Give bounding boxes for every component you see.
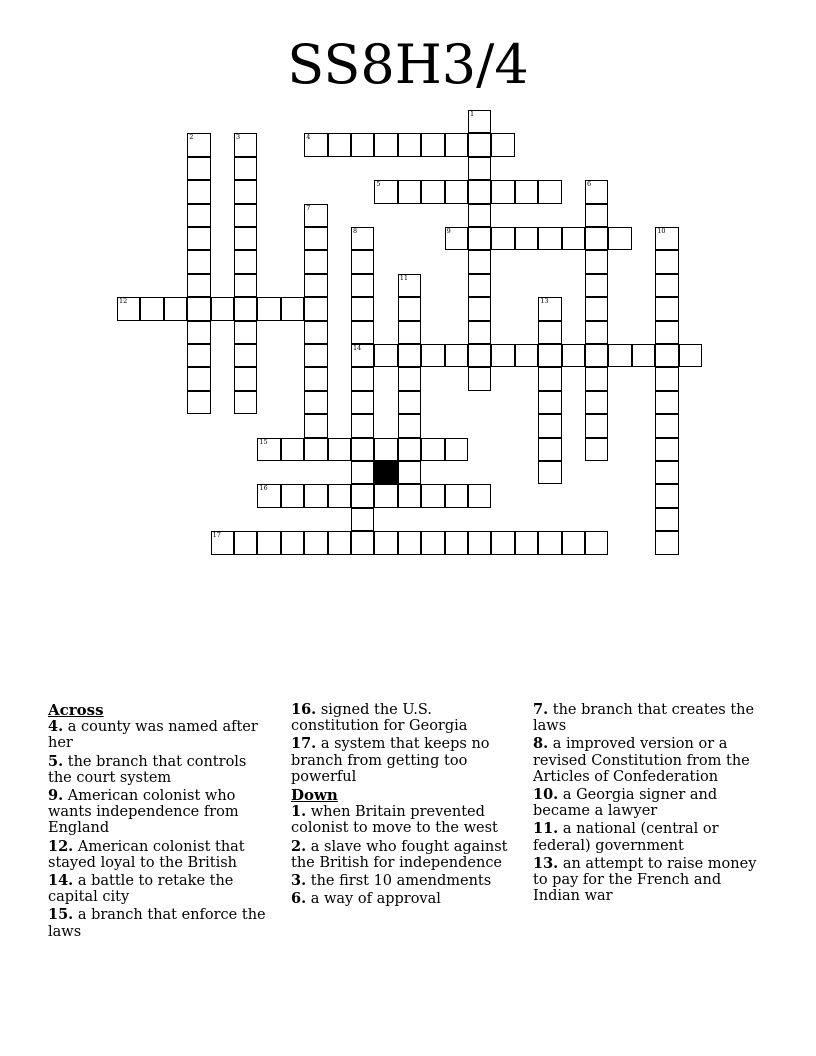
grid-cell[interactable] [351,250,374,273]
grid-cell[interactable] [585,227,608,250]
grid-cell[interactable] [351,297,374,320]
grid-cell[interactable] [655,484,678,507]
grid-cell[interactable] [351,484,374,507]
grid-cell[interactable] [304,344,327,367]
grid-cell[interactable] [164,297,187,320]
cell-number: 4 [306,133,311,142]
grid-cell[interactable] [585,204,608,227]
grid-cell[interactable] [538,461,561,484]
grid-cell[interactable] [211,531,234,554]
grid-cell[interactable] [257,438,280,461]
cell-number: 5 [376,180,381,189]
grid-cell[interactable] [304,204,327,227]
grid-cell[interactable] [468,157,491,180]
grid-cell[interactable] [468,227,491,250]
clue-number: 14. [48,872,74,890]
cell-number: 1 [470,110,475,118]
cell-number: 8 [353,227,358,235]
clue-text: American colonist who wants independence from England [48,788,239,837]
grid-cell[interactable] [351,508,374,531]
grid-cell[interactable] [421,180,444,203]
grid-cell[interactable] [655,438,678,461]
grid-cell[interactable] [632,344,655,367]
grid-cell[interactable] [281,438,304,461]
grid-cell[interactable] [538,367,561,390]
grid-cell[interactable] [351,321,374,344]
grid-cell[interactable] [468,321,491,344]
grid-cell[interactable] [538,321,561,344]
grid-cell[interactable] [187,204,210,227]
grid-cell[interactable] [187,180,210,203]
grid-cell[interactable] [281,297,304,320]
cell-number: 16 [259,484,268,493]
cell-number: 2 [189,133,194,142]
grid-cell[interactable] [234,250,257,273]
grid-cell[interactable] [468,297,491,320]
grid-cell[interactable] [491,531,514,554]
grid-cell[interactable] [374,344,397,367]
grid-cell[interactable] [515,227,538,250]
clue-text: the branch that creates the laws [533,702,755,735]
grid-cell[interactable] [234,227,257,250]
grid-cell[interactable] [468,367,491,390]
grid-cell[interactable] [234,180,257,203]
grid-cell[interactable] [538,438,561,461]
grid-cell[interactable] [655,250,678,273]
grid-cell[interactable] [515,344,538,367]
grid-cell[interactable] [281,484,304,507]
grid-cell[interactable] [304,438,327,461]
grid-cell[interactable] [304,531,327,554]
clue-number: 15. [48,906,74,924]
grid-cell[interactable] [351,438,374,461]
grid-cell[interactable] [538,414,561,437]
clue-text: a improved version or a revised Constitution from the Articles of Confederation [533,736,750,785]
clue-number: 8. [533,735,549,753]
grid-cell[interactable] [585,321,608,344]
grid-cell[interactable] [234,297,257,320]
grid-cell[interactable] [398,367,421,390]
grid-cell[interactable] [538,344,561,367]
grid-cell[interactable] [304,321,327,344]
clue-across-4 [48,719,268,751]
clue-across-12 [48,839,268,871]
grid-cell[interactable] [585,531,608,554]
clues-column-3 [533,702,763,906]
grid-cell[interactable] [398,321,421,344]
grid-cell[interactable] [445,344,468,367]
grid-cell[interactable] [328,438,351,461]
grid-cell[interactable] [608,227,631,250]
clue-text: a national (central or federal) government [533,821,719,854]
grid-cell[interactable] [468,344,491,367]
grid-cell[interactable] [538,531,561,554]
clue-down-13 [533,856,763,905]
grid-cell[interactable] [374,438,397,461]
grid-cell[interactable] [304,133,327,156]
grid-cell[interactable] [538,297,561,320]
grid-cell[interactable] [351,414,374,437]
clue-number: 12. [48,837,74,855]
grid-cell[interactable] [655,461,678,484]
grid-cell[interactable] [445,180,468,203]
page-title: SS8H3/4 [287,33,529,96]
clue-number: 13. [533,854,559,872]
clue-text: a slave who fought against the British for independence [291,838,508,871]
grid-cell[interactable] [398,484,421,507]
grid-cell[interactable] [398,344,421,367]
grid-cell[interactable] [655,508,678,531]
grid-cell[interactable] [491,133,514,156]
clue-number: 7. [533,701,549,718]
grid-cell[interactable] [655,321,678,344]
grid-cell[interactable] [655,274,678,297]
grid-cell[interactable] [445,484,468,507]
grid-cell[interactable] [328,484,351,507]
clue-number: 1. [291,803,307,821]
grid-cell[interactable] [304,250,327,273]
clue-number: 10. [533,786,559,804]
clue-text: a way of approval [310,891,441,908]
cell-number: 13 [540,297,549,306]
grid-cell[interactable] [140,297,163,320]
grid-cell[interactable] [398,274,421,297]
grid-cell[interactable] [187,227,210,250]
grid-cell[interactable] [468,133,491,156]
grid-cell[interactable] [585,250,608,273]
grid-cell[interactable] [562,531,585,554]
grid-cell[interactable] [585,180,608,203]
clue-text: a county was named after her [48,719,258,752]
grid-cell[interactable] [515,180,538,203]
cell-number: 3 [236,133,241,142]
grid-cell[interactable] [421,438,444,461]
grid-cell[interactable] [234,157,257,180]
grid-cell[interactable] [234,367,257,390]
grid-cell[interactable] [445,227,468,250]
grid-cell[interactable] [585,391,608,414]
clue-down-6 [291,891,511,907]
cell-number: 9 [446,227,451,235]
grid-cell[interactable] [234,133,257,156]
cell-number: 7 [306,203,311,212]
clue-number: 11. [533,820,559,838]
grid-cell[interactable] [211,297,234,320]
grid-cell[interactable] [187,367,210,390]
grid-cell[interactable] [257,531,280,554]
grid-cell[interactable] [374,484,397,507]
grid-cell[interactable] [117,297,140,320]
clue-across-15 [48,907,268,939]
grid-cell[interactable] [351,461,374,484]
grid-cell[interactable] [187,297,210,320]
clue-down-11 [533,821,763,853]
clue-text: an attempt to raise money to pay for the French and Indian war [533,855,757,905]
clue-number: 3. [291,872,307,890]
clue-text: a battle to retake the capital city [48,873,234,906]
grid-cell[interactable] [351,133,374,156]
grid-cell[interactable] [187,391,210,414]
clue-text: when Britain prevented colonist to move to the west [291,804,498,837]
grid-cell[interactable] [351,367,374,390]
grid-cell[interactable] [374,531,397,554]
grid-cell[interactable] [421,133,444,156]
grid-cell[interactable] [538,227,561,250]
grid-cell[interactable] [234,531,257,554]
grid-cell[interactable] [187,250,210,273]
grid-cell[interactable] [468,484,491,507]
clue-across-5 [48,754,268,786]
grid-cell[interactable] [468,180,491,203]
grid-cell[interactable] [187,344,210,367]
grid-block [374,461,397,484]
grid-cell[interactable] [468,110,491,133]
grid-cell[interactable] [655,297,678,320]
grid-cell[interactable] [328,531,351,554]
grid-cell[interactable] [445,438,468,461]
clue-down-2 [291,839,511,871]
grid-cell[interactable] [491,344,514,367]
grid-cell[interactable] [398,133,421,156]
grid-cell[interactable] [421,344,444,367]
grid-cell[interactable] [234,204,257,227]
grid-cell[interactable] [655,227,678,250]
clue-text: a Georgia signer and became a lawyer [533,787,718,820]
grid-cell[interactable] [234,274,257,297]
grid-cell[interactable] [655,531,678,554]
cell-number: 12 [119,297,128,306]
grid-cell[interactable] [351,531,374,554]
grid-cell[interactable] [257,297,280,320]
grid-cell[interactable] [398,180,421,203]
grid-cell[interactable] [304,297,327,320]
grid-cell[interactable] [187,321,210,344]
grid-cell[interactable] [585,438,608,461]
cell-number: 14 [353,344,362,352]
clue-text: a branch that enforce the laws [48,907,266,940]
grid-cell[interactable] [491,227,514,250]
grid-cell[interactable] [585,274,608,297]
clues-column-2 [291,702,511,909]
grid-cell[interactable] [351,391,374,414]
grid-cell[interactable] [655,391,678,414]
clue-number: 5. [48,752,64,770]
grid-cell[interactable] [562,344,585,367]
grid-cell[interactable] [374,133,397,156]
grid-cell[interactable] [328,133,351,156]
clue-number: 6. [291,890,307,908]
grid-cell[interactable] [257,484,280,507]
clue-number: 2. [291,837,307,855]
grid-cell[interactable] [655,367,678,390]
down-heading: Down [291,786,338,805]
across-heading: Across [48,701,104,719]
grid-cell[interactable] [304,391,327,414]
grid-cell[interactable] [398,391,421,414]
grid-cell[interactable] [679,344,702,367]
grid-cell[interactable] [281,531,304,554]
clue-across-17 [291,736,511,785]
cell-number: 15 [259,437,268,446]
clue-text: signed the U.S. constitution for Georgia [291,702,468,735]
grid-cell[interactable] [538,180,561,203]
cell-number: 6 [587,180,592,189]
cell-number: 10 [657,227,666,235]
clue-down-10 [533,787,763,819]
grid-cell[interactable] [398,414,421,437]
grid-cell[interactable] [351,227,374,250]
grid-cell[interactable] [655,344,678,367]
grid-cell[interactable] [398,297,421,320]
grid-cell[interactable] [351,344,374,367]
grid-cell[interactable] [538,391,561,414]
clue-number: 17. [291,735,317,753]
grid-cell[interactable] [421,531,444,554]
grid-cell[interactable] [374,180,397,203]
clue-number: 9. [48,787,64,805]
grid-cell[interactable] [585,344,608,367]
grid-cell[interactable] [398,438,421,461]
grid-cell[interactable] [234,391,257,414]
clue-text: a system that keeps no branch from getting too powerful [291,736,490,785]
grid-cell[interactable] [445,531,468,554]
grid-cell[interactable] [585,297,608,320]
grid-cell[interactable] [187,133,210,156]
clue-across-9 [48,788,268,837]
clue-down-1 [291,804,511,836]
grid-cell[interactable] [304,274,327,297]
grid-cell[interactable] [491,180,514,203]
grid-cell[interactable] [187,157,210,180]
grid-cell[interactable] [304,414,327,437]
grid-cell[interactable] [608,344,631,367]
clue-down-3 [291,873,511,889]
grid-cell[interactable] [398,531,421,554]
grid-cell[interactable] [468,274,491,297]
grid-cell[interactable] [187,274,210,297]
grid-cell[interactable] [655,414,678,437]
clue-text: the branch that controls the court system [48,753,247,786]
clue-number: 4. [48,718,64,736]
clue-down-8 [533,736,763,785]
grid-cell[interactable] [234,344,257,367]
grid-cell[interactable] [398,461,421,484]
grid-cell[interactable] [468,250,491,273]
grid-cell[interactable] [468,204,491,227]
cell-number: 17 [212,531,221,540]
grid-cell[interactable] [304,484,327,507]
grid-cell[interactable] [585,367,608,390]
grid-cell[interactable] [562,227,585,250]
grid-cell[interactable] [585,414,608,437]
clue-across-14 [48,873,268,905]
grid-cell[interactable] [468,531,491,554]
grid-cell[interactable] [304,227,327,250]
clue-across-16 [291,702,511,734]
cell-number: 11 [399,273,409,282]
grid-cell[interactable] [445,133,468,156]
clues-column-1 [48,702,268,942]
clue-text: the first 10 amendments [310,873,492,890]
grid-cell[interactable] [304,367,327,390]
clue-number: 16. [291,701,317,718]
grid-cell[interactable] [421,484,444,507]
grid-cell[interactable] [234,321,257,344]
clue-down-7 [533,702,763,734]
grid-cell[interactable] [351,274,374,297]
grid-cell[interactable] [515,531,538,554]
clue-text: American colonist that stayed loyal to the British [48,838,245,871]
